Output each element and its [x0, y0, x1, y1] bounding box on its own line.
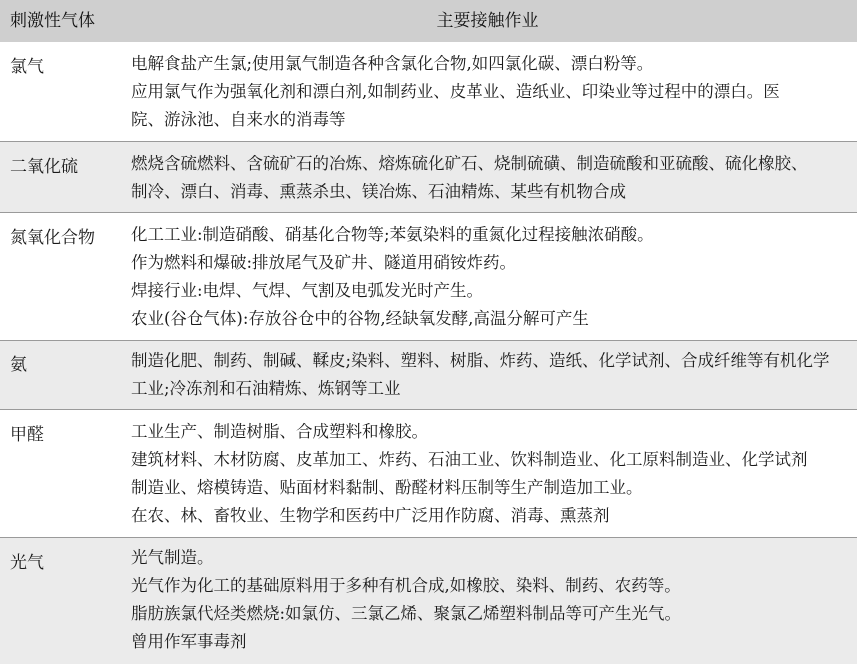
occupation-line: 光气制造。 — [131, 548, 214, 567]
gas-name: 氨 — [10, 355, 27, 375]
gas-name: 二氧化硫 — [10, 157, 78, 177]
table-header — [0, 0, 857, 42]
gas-name: 甲醛 — [10, 425, 44, 445]
occupation-line: 电解食盐产生氯;使用氯气制造各种含氯化合物,如四氯化碳、漂白粉等。 — [131, 54, 654, 73]
occupation-line: 工业;冷冻剂和石油精炼、炼钢等工业 — [131, 379, 401, 398]
table-row — [0, 142, 857, 213]
occupation-line: 脂肪族氯代烃类燃烧:如氯仿、三氯乙烯、聚氯乙烯塑料制品等可产生光气。 — [131, 604, 682, 623]
table-row — [0, 341, 857, 410]
occupation-line: 化工工业:制造硝酸、硝基化合物等;苯氨染料的重氮化过程接触浓硝酸。 — [131, 225, 654, 244]
gas-name: 氮氧化合物 — [10, 228, 95, 248]
occupation-line: 曾用作军事毒剂 — [131, 632, 247, 651]
occupation-line: 燃烧含硫燃料、含硫矿石的冶炼、熔炼硫化矿石、烧制硫磺、制造硫酸和亚硫酸、硫化橡胶、 — [131, 154, 808, 173]
table-row — [0, 538, 857, 664]
occupation-line: 焊接行业:电焊、气焊、气割及电弧发光时产生。 — [131, 281, 484, 300]
occupation-line: 院、游泳池、自来水的消毒等 — [131, 110, 346, 129]
occupation-line: 农业(谷仓气体):存放谷仓中的谷物,经缺氧发酵,高温分解可产生 — [131, 309, 589, 328]
header-gas: 刺激性气体 — [10, 11, 95, 31]
occupation-line: 制造化肥、制药、制碱、鞣皮;染料、塑料、树脂、炸药、造纸、化学试剂、合成纤维等有机化学 — [131, 351, 830, 370]
occupation-line: 光气作为化工的基础原料用于多种有机合成,如橡胶、染料、制药、农药等。 — [131, 576, 681, 595]
header-occupation: 主要接触作业 — [436, 11, 539, 31]
occupation-text — [131, 544, 847, 656]
occupation-line: 作为燃料和爆破:排放尾气及矿井、隧道用硝铵炸药。 — [131, 253, 517, 272]
table-row — [0, 42, 857, 142]
occupation-line: 制造业、熔模铸造、贴面材料黏制、酚醛材料压制等生产制造加工业。 — [131, 478, 643, 497]
occupation-line: 制冷、漂白、消毒、熏蒸杀虫、镁冶炼、石油精炼、某些有机物合成 — [131, 182, 626, 201]
occupation-line: 工业生产、制造树脂、合成塑料和橡胶。 — [131, 422, 428, 441]
occupation-text — [131, 150, 847, 206]
occupation-line: 在农、林、畜牧业、生物学和医药中广泛用作防腐、消毒、熏蒸剂 — [131, 506, 610, 525]
table-row — [0, 213, 857, 341]
occupation-text — [131, 221, 847, 333]
occupation-text — [131, 50, 847, 134]
occupation-line: 建筑材料、木材防腐、皮革加工、炸药、石油工业、饮料制造业、化工原料制造业、化学试剂 — [131, 450, 808, 469]
occupation-text — [131, 347, 847, 403]
gas-name: 光气 — [10, 553, 44, 573]
table-row — [0, 410, 857, 538]
gas-name: 氯气 — [10, 57, 44, 77]
occupation-text — [131, 418, 847, 530]
occupation-line: 应用氯气作为强氧化剂和漂白剂,如制药业、皮革业、造纸业、印染业等过程中的漂白。医 — [131, 82, 780, 101]
